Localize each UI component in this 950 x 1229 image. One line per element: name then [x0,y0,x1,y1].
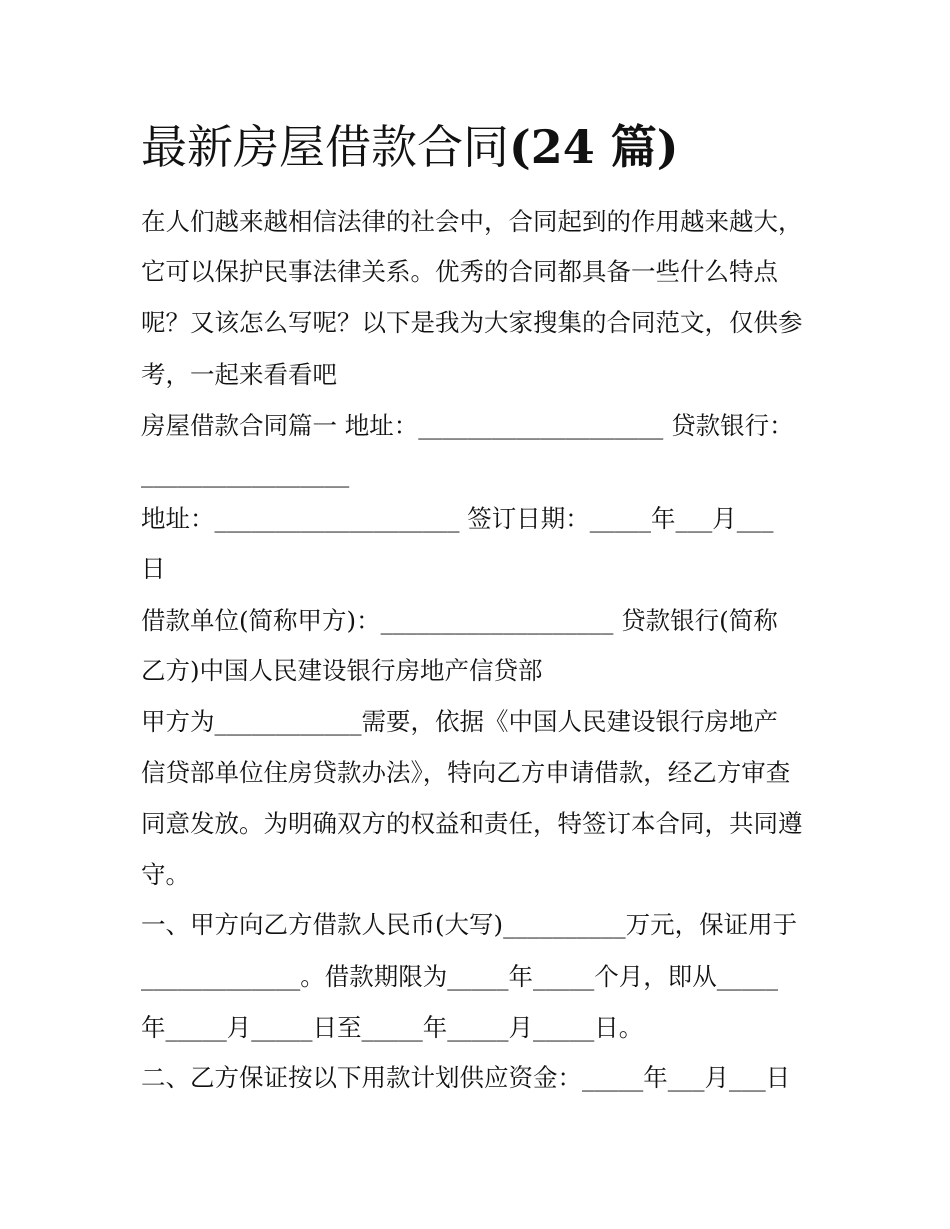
paragraph-line: 呢？又该怎么写呢？以下是我为大家搜集的合同范文，仅供参 [141,308,803,337]
paragraph-line: 同意发放。为明确双方的权益和责任，特签订本合同，共同遵 [141,809,803,838]
paragraph-line: _____________。借款期限为_____年_____个月，即从_____ [141,962,778,991]
paragraph-line: 甲方为____________需要，依据《中国人民建设银行房地产 [141,707,778,736]
paragraph-line: 信贷部单位住房贷款办法》，特向乙方申请借款，经乙方审查 [141,758,791,787]
document-title [141,112,679,182]
title-text: 最新房屋借款合同 [141,120,509,174]
paragraph-line: 它可以保护民事法律关系。优秀的合同都具备一些什么特点 [141,257,778,286]
paragraph-line: 二、乙方保证按以下用款计划供应资金：_____年___月___日 [141,1063,791,1092]
paragraph-line: 地址：____________________ 签订日期：_____年___月___ [141,504,774,533]
paragraph-line: 守。 [141,860,190,889]
paragraph-line: _________________ [141,459,350,488]
paragraph-line: 在人们越来越相信法律的社会中，合同起到的作用越来越大， [141,207,803,236]
paragraph-line: 日 [141,554,166,583]
paragraph-line: 乙方)中国人民建设银行房地产信贷部 [141,656,543,685]
paragraph-line: 考，一起来看看吧 [141,360,337,389]
paragraph-line: 一、甲方向乙方借款人民币(大写)__________万元，保证用于 [141,910,798,939]
paragraph-line: 借款单位(简称甲方)：___________________ 贷款银行(简称 [141,606,778,635]
paragraph-line: 房屋借款合同篇一 地址：____________________ 贷款银行： [141,411,794,440]
title-count: (24 篇) [509,120,679,174]
paragraph-line: 年_____月_____日至_____年_____月_____日。 [141,1013,644,1042]
